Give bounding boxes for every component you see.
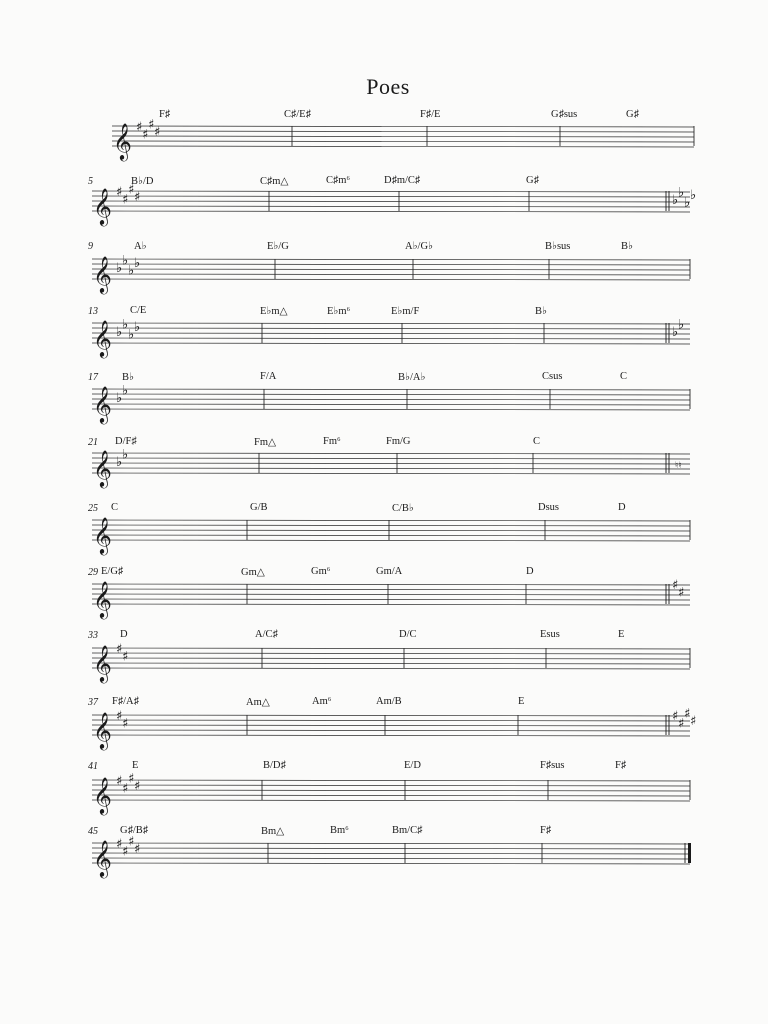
treble-clef-icon: 𝄞 (93, 580, 112, 618)
chord-symbol: E♭m△ (260, 306, 288, 317)
key-flat-icon: ♭ (678, 317, 685, 333)
chord-symbol: E♭/G (267, 241, 289, 252)
chord-symbol: C♯/E♯ (284, 109, 311, 120)
chord-symbol: Gm△ (241, 567, 265, 578)
staff-line (92, 848, 690, 849)
measure-number: 17 (88, 372, 98, 383)
measure-number: 25 (88, 503, 98, 514)
key-flat-icon: ♭ (122, 317, 129, 333)
chord-symbol: F♯sus (540, 760, 565, 771)
key-sharp-icon: ♯ (116, 642, 123, 657)
chord-symbol: B♭ (621, 241, 633, 252)
chord-symbol: C♯m△ (260, 176, 289, 187)
key-flat-icon: ♭ (116, 261, 123, 276)
treble-clef-icon: 𝄞 (93, 776, 112, 814)
key-flat-icon: ♭ (134, 256, 141, 271)
chord-symbol: E♭m⁶ (327, 306, 351, 317)
key-flat-icon: ♭ (116, 455, 123, 470)
measure-number: 21 (88, 437, 98, 448)
key-sharp-icon: ♯ (672, 578, 679, 593)
treble-clef-icon: 𝄞 (93, 449, 112, 487)
chord-symbol: Fm△ (254, 437, 277, 448)
key-flat-icon: ♭ (128, 327, 135, 343)
chord-symbol: D♯m/C♯ (384, 175, 421, 186)
chord-symbol: Am△ (246, 697, 270, 708)
chord-symbol: Dsus (538, 502, 560, 513)
chord-symbol: C/B♭ (392, 503, 414, 514)
chord-symbol: B♭sus (545, 241, 571, 252)
key-flat-icon: ♭ (122, 253, 129, 269)
measure-number: 41 (88, 761, 98, 772)
key-sharp-icon: ♯ (116, 185, 123, 200)
chord-symbol: Esus (540, 629, 560, 640)
key-sharp-icon: ♯ (678, 585, 685, 601)
key-sharp-icon: ♯ (122, 192, 129, 208)
chord-symbol: C/E (130, 305, 147, 316)
key-sharp-icon: ♯ (134, 842, 141, 857)
key-sharp-icon: ♯ (148, 117, 155, 133)
chord-symbol: Csus (542, 371, 563, 382)
measure-number: 37 (88, 697, 98, 708)
chord-symbol: A/C♯ (255, 629, 278, 640)
key-sharp-icon: ♯ (116, 709, 123, 724)
chord-symbol: G♯/B♯ (120, 825, 149, 836)
chord-symbol: C♯m⁶ (326, 175, 351, 186)
key-sharp-icon: ♯ (122, 844, 129, 860)
key-sharp-icon: ♯ (142, 127, 149, 143)
key-sharp-icon: ♯ (678, 716, 685, 732)
key-flat-icon: ♭ (122, 447, 129, 463)
chord-symbol: D (618, 502, 626, 513)
treble-clef-icon: 𝄞 (93, 255, 112, 293)
key-flat-icon: ♭ (128, 263, 135, 279)
chord-symbol: C (533, 436, 541, 447)
song-title: Poes (366, 74, 410, 99)
staff-line (92, 853, 690, 854)
chord-symbol: B♭/D (131, 176, 154, 187)
chord-symbol: D/F♯ (115, 436, 137, 447)
treble-clef-icon: 𝄞 (93, 644, 112, 682)
measure-number: 33 (88, 630, 98, 641)
key-flat-icon: ♭ (684, 195, 691, 211)
measure-number: 13 (88, 306, 98, 317)
measure-number: 45 (88, 826, 98, 837)
staff-line (92, 858, 690, 859)
natural-sign-icon: ♮♮ (675, 461, 682, 471)
measure-number: 5 (88, 176, 93, 187)
key-flat-icon: ♭ (672, 193, 679, 208)
chord-symbol: F♯ (159, 109, 171, 120)
key-sharp-icon: ♯ (134, 779, 141, 794)
key-flat-icon: ♭ (690, 188, 697, 203)
chord-symbol: F♯ (540, 825, 552, 836)
key-sharp-icon: ♯ (134, 190, 141, 205)
chord-symbol: E♭m/F (391, 306, 420, 317)
chord-symbol: A♭/G♭ (405, 241, 433, 252)
chord-symbol: D (526, 566, 534, 577)
key-flat-icon: ♭ (122, 383, 129, 399)
chord-symbol: A♭ (134, 241, 147, 252)
key-sharp-icon: ♯ (684, 706, 691, 722)
treble-clef-icon: 𝄞 (93, 711, 112, 749)
chord-symbol: Am/B (376, 696, 402, 707)
staff-line (92, 863, 690, 864)
chord-symbol: B♭/A♭ (398, 372, 426, 383)
treble-clef-icon: 𝄞 (93, 319, 112, 357)
chord-symbol: G/B (250, 502, 268, 513)
chord-symbol: Bm⁶ (330, 825, 349, 836)
chord-symbol: C (111, 502, 119, 513)
chord-symbol: E (518, 696, 525, 707)
final-thick-bar (688, 843, 691, 863)
key-sharp-icon: ♯ (690, 714, 697, 729)
chord-symbol: E (618, 629, 625, 640)
key-flat-icon: ♭ (116, 391, 123, 406)
chord-symbol: E (132, 760, 139, 771)
key-sharp-icon: ♯ (116, 837, 123, 852)
key-sharp-icon: ♯ (116, 774, 123, 789)
staff-line (92, 843, 690, 844)
key-sharp-icon: ♯ (122, 649, 129, 665)
treble-clef-icon: 𝄞 (113, 122, 132, 160)
measure-number: 9 (88, 241, 93, 252)
chord-symbol: B♭ (535, 306, 547, 317)
chord-symbol: Am⁶ (312, 696, 332, 707)
chord-symbol: D (120, 629, 128, 640)
chord-symbol: F♯/A♯ (112, 696, 139, 707)
key-sharp-icon: ♯ (128, 771, 135, 787)
key-flat-icon: ♭ (116, 325, 123, 340)
key-flat-icon: ♭ (678, 185, 685, 201)
measure-number: 29 (88, 567, 98, 578)
treble-clef-icon: 𝄞 (93, 839, 112, 877)
key-sharp-icon: ♯ (136, 120, 143, 135)
chord-symbol: D/C (399, 629, 417, 640)
chord-symbol: Bm△ (261, 826, 285, 837)
key-sharp-icon: ♯ (672, 709, 679, 724)
chord-symbol: C (620, 371, 628, 382)
chord-symbol: G♯ (626, 109, 639, 120)
chord-symbol: F♯ (615, 760, 627, 771)
chord-symbol: Gm⁶ (311, 566, 331, 577)
chord-symbol: E/G♯ (101, 566, 124, 577)
chord-symbol: Fm⁶ (323, 436, 341, 447)
chord-symbol: G♯sus (551, 109, 578, 120)
chord-symbol: Fm/G (386, 436, 411, 447)
chord-symbol: G♯ (526, 175, 539, 186)
key-sharp-icon: ♯ (128, 834, 135, 850)
treble-clef-icon: 𝄞 (93, 385, 112, 423)
chord-symbol: B♭ (122, 372, 134, 383)
chord-symbol: Bm/C♯ (392, 825, 423, 836)
chord-symbol: E/D (404, 760, 421, 771)
key-sharp-icon: ♯ (128, 182, 135, 198)
key-flat-icon: ♭ (672, 325, 679, 340)
chord-symbol: Gm/A (376, 566, 403, 577)
key-sharp-icon: ♯ (154, 125, 161, 140)
chord-symbol: F/A (260, 371, 277, 382)
key-sharp-icon: ♯ (122, 716, 129, 732)
treble-clef-icon: 𝄞 (93, 516, 112, 554)
chord-symbol: B/D♯ (263, 760, 286, 771)
treble-clef-icon: 𝄞 (93, 187, 112, 225)
key-sharp-icon: ♯ (122, 781, 129, 797)
chord-symbol: F♯/E (420, 109, 441, 120)
key-flat-icon: ♭ (134, 320, 141, 335)
